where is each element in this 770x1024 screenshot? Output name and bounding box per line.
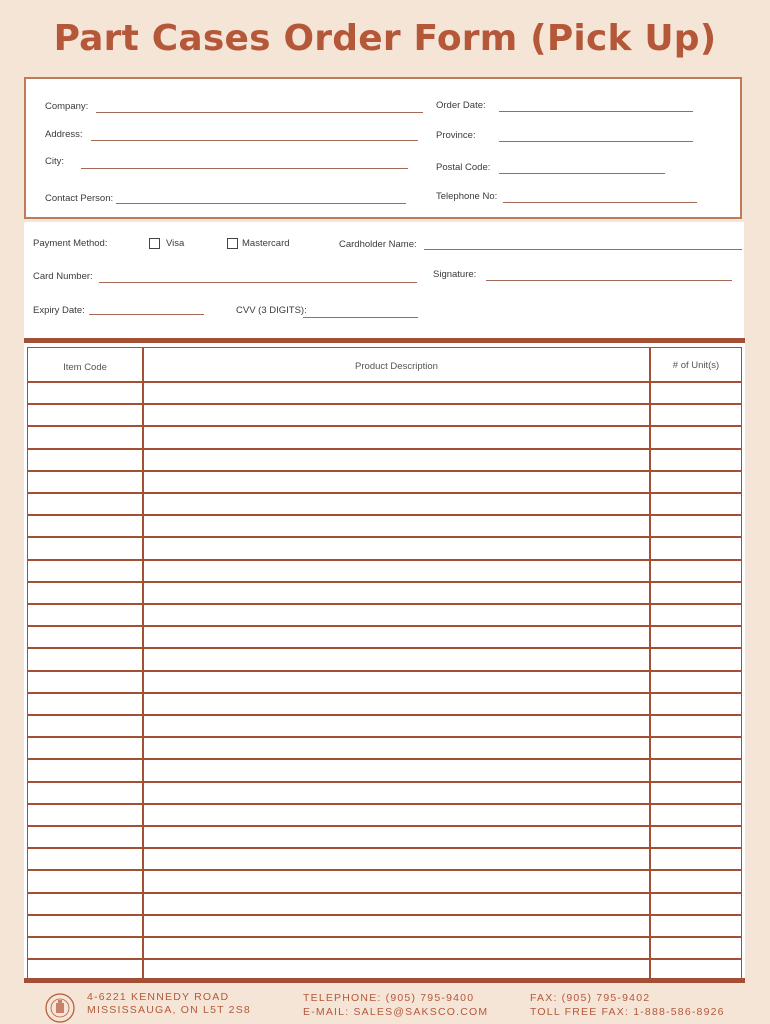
cvv-field[interactable] xyxy=(303,317,418,318)
units-header: # of Unit(s) xyxy=(672,360,720,371)
item-code-cell[interactable] xyxy=(28,672,142,692)
item-code-cell[interactable] xyxy=(28,649,142,669)
units-cell[interactable] xyxy=(651,783,741,803)
footer-fax: FAX: (905) 795-9402 xyxy=(530,992,651,1004)
units-cell[interactable] xyxy=(651,871,741,891)
units-cell[interactable] xyxy=(651,894,741,914)
units-cell[interactable] xyxy=(651,649,741,669)
units-cell[interactable] xyxy=(651,450,741,470)
item-code-cell[interactable] xyxy=(28,827,142,847)
company-seal-logo xyxy=(45,993,75,1023)
units-cell[interactable] xyxy=(651,805,741,825)
product-description-cell[interactable] xyxy=(144,871,649,891)
item-code-cell[interactable] xyxy=(28,561,142,581)
units-cell[interactable] xyxy=(651,672,741,692)
product-description-cell[interactable] xyxy=(144,805,649,825)
visa-label: Visa xyxy=(166,238,185,249)
item-code-cell[interactable] xyxy=(28,916,142,936)
item-code-cell[interactable] xyxy=(28,871,142,891)
form-title: Part Cases Order Form (Pick Up) xyxy=(53,18,717,59)
units-cell[interactable] xyxy=(651,494,741,514)
expiry-field[interactable] xyxy=(89,314,204,315)
item-code-cell[interactable] xyxy=(28,894,142,914)
item-code-cell[interactable] xyxy=(28,627,142,647)
card-number-label: Card Number: xyxy=(33,271,93,282)
units-cell[interactable] xyxy=(651,627,741,647)
item-code-cell[interactable] xyxy=(28,805,142,825)
postal-code-field[interactable] xyxy=(499,173,665,174)
order-table-grid xyxy=(27,347,742,979)
product-description-cell[interactable] xyxy=(144,627,649,647)
product-description-cell[interactable] xyxy=(144,516,649,536)
company-label: Company: xyxy=(45,101,89,112)
units-cell[interactable] xyxy=(651,760,741,780)
item-code-cell[interactable] xyxy=(28,472,142,492)
product-description-cell[interactable] xyxy=(144,450,649,470)
product-description-cell[interactable] xyxy=(144,494,649,514)
province-field[interactable] xyxy=(499,141,693,142)
units-cell[interactable] xyxy=(651,716,741,736)
item-code-cell[interactable] xyxy=(28,450,142,470)
product-description-cell[interactable] xyxy=(144,694,649,714)
visa-checkbox[interactable] xyxy=(149,238,160,249)
units-cell[interactable] xyxy=(651,516,741,536)
units-cell[interactable] xyxy=(651,383,741,403)
item-code-cell[interactable] xyxy=(28,738,142,758)
product-description-header: Product Description xyxy=(355,361,438,372)
footer-address-line1: 4-6221 KENNEDY ROAD xyxy=(87,991,230,1003)
item-code-cell[interactable] xyxy=(28,538,142,558)
table-row-divider xyxy=(28,980,741,982)
item-code-cell[interactable] xyxy=(28,960,142,980)
address-label: Address: xyxy=(45,129,83,140)
city-label: City: xyxy=(45,156,64,167)
customer-info-section xyxy=(24,77,742,219)
item-code-cell[interactable] xyxy=(28,494,142,514)
item-code-cell[interactable] xyxy=(28,760,142,780)
signature-label: Signature: xyxy=(433,269,477,280)
province-label: Province: xyxy=(436,130,476,141)
contact-person-label: Contact Person: xyxy=(45,193,114,204)
units-cell[interactable] xyxy=(651,827,741,847)
card-number-field[interactable] xyxy=(99,282,417,283)
mastercard-label: Mastercard xyxy=(242,238,290,249)
product-description-cell[interactable] xyxy=(144,561,649,581)
item-code-cell[interactable] xyxy=(28,383,142,403)
units-cell[interactable] xyxy=(651,405,741,425)
units-cell[interactable] xyxy=(651,916,741,936)
item-code-cell[interactable] xyxy=(28,938,142,958)
units-cell[interactable] xyxy=(651,738,741,758)
signature-field[interactable] xyxy=(486,280,732,281)
item-code-cell[interactable] xyxy=(28,783,142,803)
product-description-cell[interactable] xyxy=(144,960,649,980)
item-code-header: Item Code xyxy=(63,362,107,373)
order-date-label: Order Date: xyxy=(436,100,486,111)
product-description-cell[interactable] xyxy=(144,472,649,492)
company-field[interactable] xyxy=(96,112,423,113)
product-description-cell[interactable] xyxy=(144,583,649,603)
product-description-cell[interactable] xyxy=(144,916,649,936)
item-code-cell[interactable] xyxy=(28,583,142,603)
product-description-cell[interactable] xyxy=(144,672,649,692)
item-code-cell[interactable] xyxy=(28,427,142,447)
units-cell[interactable] xyxy=(651,538,741,558)
postal-code-label: Postal Code: xyxy=(436,162,491,173)
order-table xyxy=(24,338,745,983)
item-code-cell[interactable] xyxy=(28,849,142,869)
units-cell[interactable] xyxy=(651,561,741,581)
product-description-cell[interactable] xyxy=(144,649,649,669)
contact-person-field[interactable] xyxy=(116,203,406,204)
mastercard-checkbox[interactable] xyxy=(227,238,238,249)
cardholder-label: Cardholder Name: xyxy=(339,239,417,250)
order-date-field[interactable] xyxy=(499,111,693,112)
units-cell[interactable] xyxy=(651,960,741,980)
product-description-cell[interactable] xyxy=(144,538,649,558)
units-cell[interactable] xyxy=(651,849,741,869)
footer-toll-free-fax: TOLL FREE FAX: 1-888-586-8926 xyxy=(530,1006,725,1018)
units-cell[interactable] xyxy=(651,938,741,958)
footer-address-line2: MISSISSAUGA, ON L5T 2S8 xyxy=(87,1004,251,1016)
item-code-cell[interactable] xyxy=(28,605,142,625)
units-cell[interactable] xyxy=(651,605,741,625)
cvv-label: CVV (3 DIGITS): xyxy=(236,305,307,316)
product-description-cell[interactable] xyxy=(144,827,649,847)
product-description-cell[interactable] xyxy=(144,405,649,425)
item-code-cell[interactable] xyxy=(28,405,142,425)
payment-method-label: Payment Method: xyxy=(33,238,108,249)
item-code-cell[interactable] xyxy=(28,716,142,736)
payment-section xyxy=(24,222,744,340)
address-field[interactable] xyxy=(91,140,418,141)
product-description-cell[interactable] xyxy=(144,938,649,958)
product-description-cell[interactable] xyxy=(144,849,649,869)
product-description-cell[interactable] xyxy=(144,760,649,780)
product-description-cell[interactable] xyxy=(144,738,649,758)
units-cell[interactable] xyxy=(651,427,741,447)
cardholder-field[interactable] xyxy=(424,249,742,250)
item-code-cell[interactable] xyxy=(28,516,142,536)
item-code-cell[interactable] xyxy=(28,694,142,714)
product-description-cell[interactable] xyxy=(144,783,649,803)
telephone-label: Telephone No: xyxy=(436,191,498,202)
telephone-field[interactable] xyxy=(503,202,697,203)
product-description-cell[interactable] xyxy=(144,605,649,625)
product-description-cell[interactable] xyxy=(144,383,649,403)
expiry-label: Expiry Date: xyxy=(33,305,85,316)
footer-telephone: TELEPHONE: (905) 795-9400 xyxy=(303,992,475,1004)
product-description-cell[interactable] xyxy=(144,716,649,736)
city-field[interactable] xyxy=(81,168,408,169)
footer-email: E-MAIL: SALES@SAKSCO.COM xyxy=(303,1006,489,1018)
units-cell[interactable] xyxy=(651,694,741,714)
units-cell[interactable] xyxy=(651,583,741,603)
product-description-cell[interactable] xyxy=(144,427,649,447)
product-description-cell[interactable] xyxy=(144,894,649,914)
units-cell[interactable] xyxy=(651,472,741,492)
